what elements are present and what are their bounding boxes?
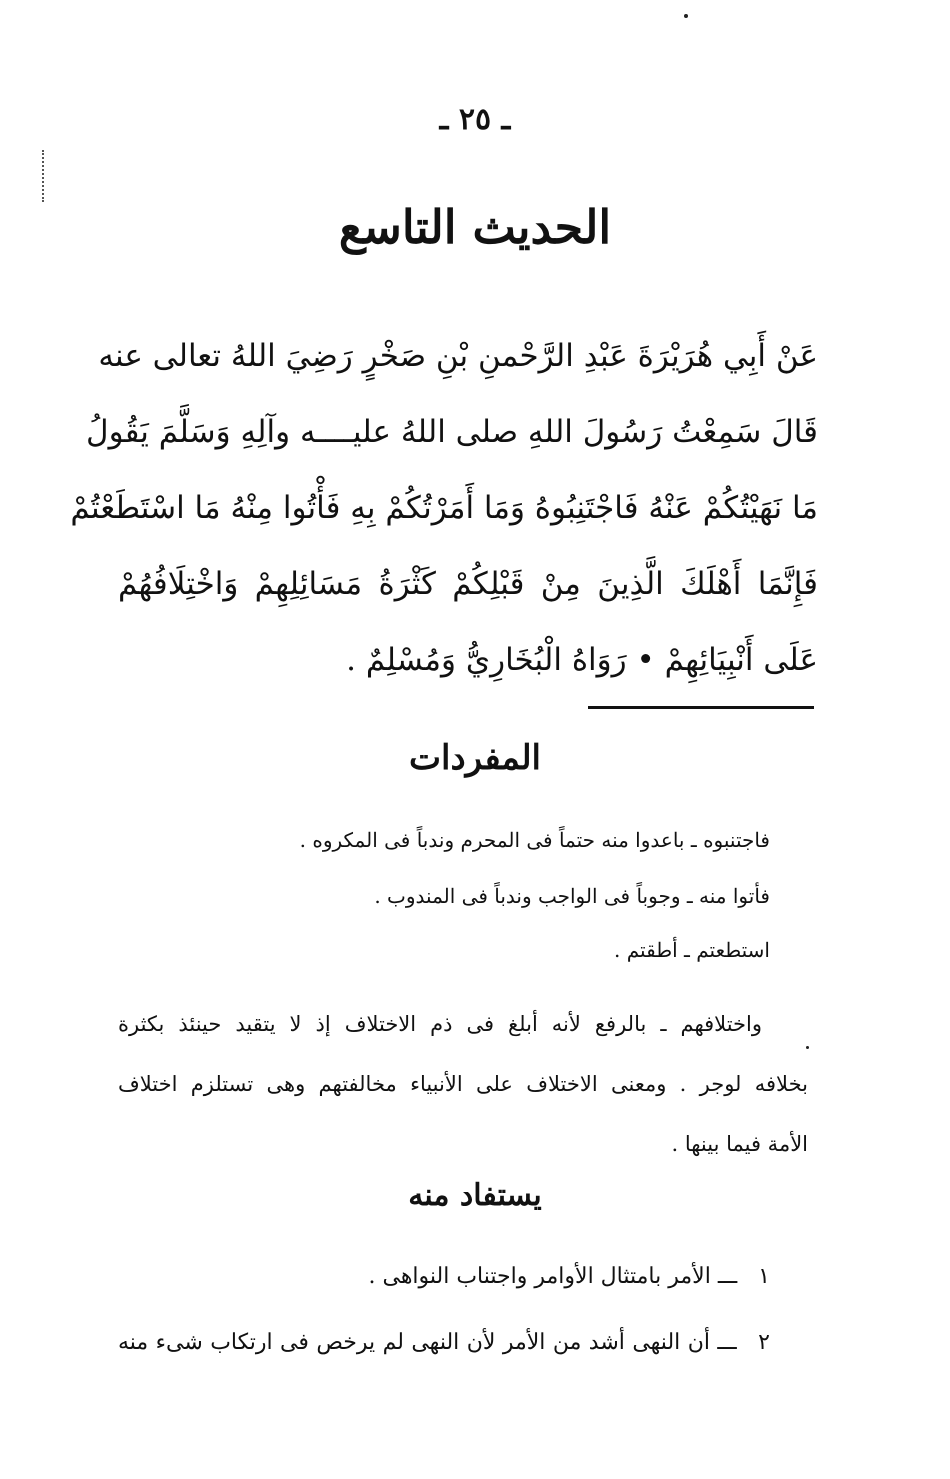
vocab-entry: فاجتنبوه ـ باعدوا منه حتماً فى المحرم وندباً فى المكروه .: [299, 828, 770, 852]
benefit-text: ـــ أن النهى أشد من الأمر لأن النهى لم يرخص فى ارتكاب شىء منه: [118, 1330, 737, 1355]
hadith-line: فَإِنَّمَا أَهْلَكَ الَّذِينَ مِنْ قَبْلِكُمْ كَثْرَةُ مَسَائِلِهِمْ وَاخْتِلَافُهُمْ: [118, 566, 818, 602]
benefit-number: ١: [758, 1264, 770, 1289]
hadith-line: عَلَى أَنْبِيَائِهِمْ • رَوَاهُ الْبُخَارِيُّ وَمُسْلِمٌ .: [346, 642, 818, 678]
benefit-item: [118, 1330, 770, 1355]
benefit-number: ٢: [758, 1330, 770, 1355]
vocab-entry: استطعتم ـ أطقتم .: [614, 938, 770, 962]
scan-speck: [684, 14, 688, 18]
vocab-heading: المفردات: [408, 738, 541, 778]
vocab-entry: فأتوا منه ـ وجوباً فى الواجب وندباً فى المندوب .: [374, 884, 770, 908]
explanation-line: بخلافه لوجر . ومعنى الاختلاف على الأنبياء مخالفتهم وهى تستلزم اختلاف: [118, 1072, 808, 1096]
explanation-line: الأمة فيما بينها .: [671, 1132, 808, 1156]
hadith-line: عَنْ أَبِي هُرَيْرَةَ عَبْدِ الرَّحْمنِ بْنِ صَخْرٍ رَضِيَ اللهُ تعالى عنه: [98, 338, 818, 374]
benefit-item: [118, 1264, 770, 1289]
page-number: ـ ٢٥ ـ: [439, 102, 511, 137]
vocab-explanation: [118, 994, 808, 1174]
benefit-text: ـــ الأمر بامتثال الأوامر واجتناب النواهى .: [368, 1264, 738, 1289]
hadith-text: [70, 318, 818, 698]
section-divider: [588, 706, 814, 709]
hadith-title: الحديث التاسع: [338, 200, 612, 254]
hadith-line: قَالَ سَمِعْتُ رَسُولَ اللهِ صلى اللهُ عليــــه وآلِهِ وَسَلَّمَ يَقُولُ: [86, 414, 818, 450]
benefits-heading: يستفاد منه: [408, 1178, 542, 1213]
explanation-line: واختلافهم ـ بالرفع لأنه أبلغ فى ذم الاختلاف إذ لا يتقيد حينئذ بكثرة: [118, 1012, 762, 1036]
scan-margin-mark: [42, 150, 44, 202]
hadith-line: مَا نَهَيْتُكُمْ عَنْهُ فَاجْتَنِبُوهُ وَمَا أَمَرْتُكُمْ بِهِ فَأْتُوا مِنْهُ مَا اسْتَطَعْتُمْ: [70, 490, 818, 526]
